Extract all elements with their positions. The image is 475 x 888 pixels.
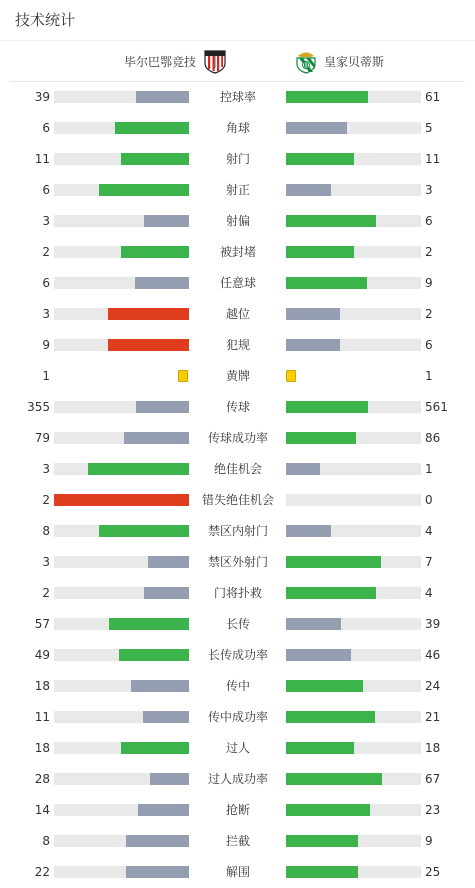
home-stat-bar [54,649,189,661]
away-stat-bar [286,649,421,661]
home-stat-bar-fill [150,773,189,785]
stat-row [0,392,475,423]
stat-row [0,113,475,144]
away-stat-value: 4 [425,524,433,538]
stat-label: 解围 [225,865,250,879]
away-stat-value: 5 [425,121,433,135]
away-stat-value: 1 [425,462,433,476]
away-stat-value: 0 [425,493,433,507]
stat-label: 控球率 [219,90,256,104]
away-stat-bar [286,680,421,692]
away-stat-bar [286,184,421,196]
away-stat-bar [286,432,421,444]
away-stat-value: 24 [425,679,441,693]
away-stat-value: 86 [425,431,441,445]
home-stat-value: 2 [42,493,50,507]
away-stat-bar-fill [286,246,354,258]
away-stat-bar-fill [286,215,376,227]
stat-label: 禁区内射门 [207,524,268,538]
away-stat-value: 67 [425,772,441,786]
stat-label: 过人成功率 [207,772,268,786]
stat-label: 传中 [225,679,250,693]
stat-label: 射正 [225,183,250,197]
away-stat-bar [286,215,421,227]
stat-label: 传中成功率 [207,710,268,724]
stat-label: 射偏 [225,214,250,228]
away-stat-value: 9 [425,834,433,848]
home-stat-value: 14 [34,803,50,817]
home-stat-bar [54,742,189,754]
away-stat-bar-fill [286,153,354,165]
away-stat-bar-fill [286,463,320,475]
away-stat-bar [286,556,421,568]
stat-label: 越位 [225,307,250,321]
stat-label: 射门 [225,152,250,166]
stat-label: 抢断 [225,803,250,817]
yellow-card-icon [178,370,188,382]
home-stat-value: 2 [42,245,50,259]
away-stat-value: 6 [425,214,433,228]
away-stat-value: 2 [425,307,433,321]
away-stat-bar-fill [286,773,382,785]
teams-header [10,41,465,82]
away-stat-value: 561 [425,400,448,414]
stat-row [0,237,475,268]
away-stat-value: 2 [425,245,433,259]
home-stat-value: 18 [34,679,50,693]
away-stat-value: 21 [425,710,441,724]
home-stat-bar-fill [136,401,189,413]
stat-row [0,206,475,237]
stat-label: 被封堵 [219,245,256,259]
stat-label: 绝佳机会 [213,462,262,476]
away-stat-bar-fill [286,91,368,103]
home-stat-value: 22 [34,865,50,879]
away-stat-bar [286,277,421,289]
home-stat-value: 11 [34,710,50,724]
away-stat-bar-fill [286,587,376,599]
home-stat-bar [54,308,189,320]
stat-label: 黄牌 [225,369,250,383]
home-stat-value: 39 [34,90,50,104]
away-stat-bar-fill [286,525,331,537]
home-stat-value: 49 [34,648,50,662]
away-stat-bar-fill [286,277,367,289]
away-stat-bar [286,742,421,754]
home-stat-bar [54,618,189,630]
stat-label: 传球成功率 [207,431,268,445]
away-stat-bar [286,587,421,599]
away-stat-bar-fill [286,401,368,413]
home-stat-bar-fill [144,587,189,599]
away-stat-bar [286,618,421,630]
home-stat-value: 1 [42,369,50,383]
away-stat-value: 39 [425,617,441,631]
away-stat-value: 11 [425,152,441,166]
home-stat-bar-fill [126,835,189,847]
home-stat-value: 3 [42,555,50,569]
home-stat-bar-fill [121,742,189,754]
home-stat-bar [54,804,189,816]
away-stat-bar-fill [286,711,375,723]
away-stat-bar [286,246,421,258]
away-stat-bar [286,153,421,165]
home-stat-bar [54,587,189,599]
away-stat-bar [286,308,421,320]
stat-row [0,423,475,454]
home-stat-value: 18 [34,741,50,755]
stat-row [0,795,475,826]
home-stat-bar [54,401,189,413]
stat-label: 传球 [225,400,250,414]
home-stat-bar-fill [88,463,189,475]
stat-row [0,733,475,764]
home-stat-value: 9 [42,338,50,352]
home-stat-bar-fill [138,804,189,816]
away-stat-bar-fill [286,122,347,134]
home-stat-bar [54,339,189,351]
page-title: 技术统计 [0,0,475,41]
away-stat-value: 1 [425,369,433,383]
stat-row [0,516,475,547]
away-stat-bar [286,773,421,785]
home-stat-bar-fill [109,618,189,630]
away-stat-bar-fill [286,184,331,196]
away-stat-value: 3 [425,183,433,197]
home-stat-bar [54,525,189,537]
away-stat-bar [286,525,421,537]
stat-row [0,454,475,485]
stats-list [0,82,475,888]
home-stat-bar-fill [131,680,189,692]
home-stat-bar-fill [108,339,189,351]
home-stat-bar-fill [143,711,189,723]
stat-row [0,578,475,609]
stat-label: 角球 [225,121,250,135]
home-stat-bar-fill [119,649,189,661]
home-stat-bar-fill [136,91,189,103]
home-stat-bar [54,153,189,165]
stat-row [0,609,475,640]
home-stat-value: 3 [42,462,50,476]
stat-row [0,82,475,113]
stat-row [0,268,475,299]
home-stat-value: 8 [42,834,50,848]
home-stat-value: 57 [34,617,50,631]
away-stat-bar-fill [286,339,340,351]
stat-row [0,330,475,361]
home-stat-bar-fill [135,277,189,289]
stat-label: 过人 [225,741,250,755]
home-stat-bar-fill [99,525,189,537]
home-stat-bar-fill [115,122,189,134]
stat-row [0,640,475,671]
home-stat-bar [54,835,189,847]
home-stat-value: 6 [42,183,50,197]
home-stat-bar [54,122,189,134]
away-stat-bar [286,339,421,351]
stat-row [0,361,475,392]
away-stat-value: 18 [425,741,441,755]
away-stat-bar [286,711,421,723]
away-stat-value: 25 [425,865,441,879]
stat-row [0,299,475,330]
home-stat-bar-fill [54,494,189,506]
stat-row [0,175,475,206]
home-stat-value: 79 [34,431,50,445]
home-stat-bar [54,494,189,506]
home-stat-bar [54,184,189,196]
away-team[interactable] [293,41,384,81]
away-stat-value: 46 [425,648,441,662]
home-stat-bar-fill [99,184,189,196]
home-stat-value: 2 [42,586,50,600]
home-stat-value: 355 [27,400,50,414]
stat-label: 任意球 [219,276,256,290]
home-stat-value: 28 [34,772,50,786]
stat-label: 门将扑救 [213,586,262,600]
home-stat-bar-fill [126,866,189,878]
stat-label: 禁区外射门 [207,555,268,569]
away-stat-bar-fill [286,649,351,661]
away-stat-bar [286,494,421,506]
stat-row [0,702,475,733]
real-betis-crest-icon [293,48,319,74]
yellow-card-icon [286,370,296,382]
away-stat-bar-fill [286,556,381,568]
away-stat-bar-fill [286,866,358,878]
home-stat-value: 11 [34,152,50,166]
stat-row [0,671,475,702]
home-team[interactable] [124,41,228,81]
away-stat-value: 23 [425,803,441,817]
home-stat-value: 3 [42,307,50,321]
home-stat-bar [54,866,189,878]
away-stat-bar [286,804,421,816]
away-stat-value: 6 [425,338,433,352]
home-stat-value: 6 [42,121,50,135]
away-stat-bar-fill [286,308,340,320]
stat-row [0,826,475,857]
home-stat-value: 3 [42,214,50,228]
stat-label: 长传 [225,617,250,631]
home-stat-bar [54,277,189,289]
stat-label: 拦截 [225,834,250,848]
home-stat-bar-fill [121,246,189,258]
athletic-bilbao-crest-icon [202,48,228,74]
away-stat-bar-fill [286,742,354,754]
home-stat-value: 8 [42,524,50,538]
home-team-name: 毕尔巴鄂竞技 [123,54,196,69]
stat-row [0,485,475,516]
stat-row [0,764,475,795]
home-stat-bar-fill [108,308,189,320]
home-stat-bar [54,432,189,444]
away-team-name: 皇家贝蒂斯 [324,54,385,69]
stat-row [0,547,475,578]
home-stat-bar-fill [124,432,189,444]
stat-row [0,857,475,888]
away-stat-bar [286,463,421,475]
home-stat-bar-fill [148,556,189,568]
home-stat-bar [54,91,189,103]
away-stat-bar-fill [286,680,363,692]
away-stat-bar-fill [286,804,370,816]
home-stat-bar-fill [121,153,189,165]
away-stat-bar [286,866,421,878]
away-stat-value: 7 [425,555,433,569]
away-stat-bar [286,91,421,103]
home-stat-bar [54,680,189,692]
home-stat-bar [54,463,189,475]
home-stat-bar [54,215,189,227]
away-stat-bar-fill [286,835,358,847]
away-stat-bar-fill [286,432,356,444]
home-stat-bar-fill [144,215,189,227]
stat-label: 犯规 [225,338,250,352]
away-stat-value: 4 [425,586,433,600]
home-stat-bar [54,246,189,258]
stat-label: 错失绝佳机会 [201,493,274,507]
away-stat-value: 61 [425,90,441,104]
home-stat-bar [54,556,189,568]
home-stat-value: 6 [42,276,50,290]
stat-label: 长传成功率 [207,648,268,662]
away-stat-bar [286,122,421,134]
home-stat-bar [54,773,189,785]
home-stat-bar [54,711,189,723]
away-stat-bar [286,835,421,847]
away-stat-bar [286,401,421,413]
away-stat-bar-fill [286,618,341,630]
stat-row [0,144,475,175]
away-stat-value: 9 [425,276,433,290]
